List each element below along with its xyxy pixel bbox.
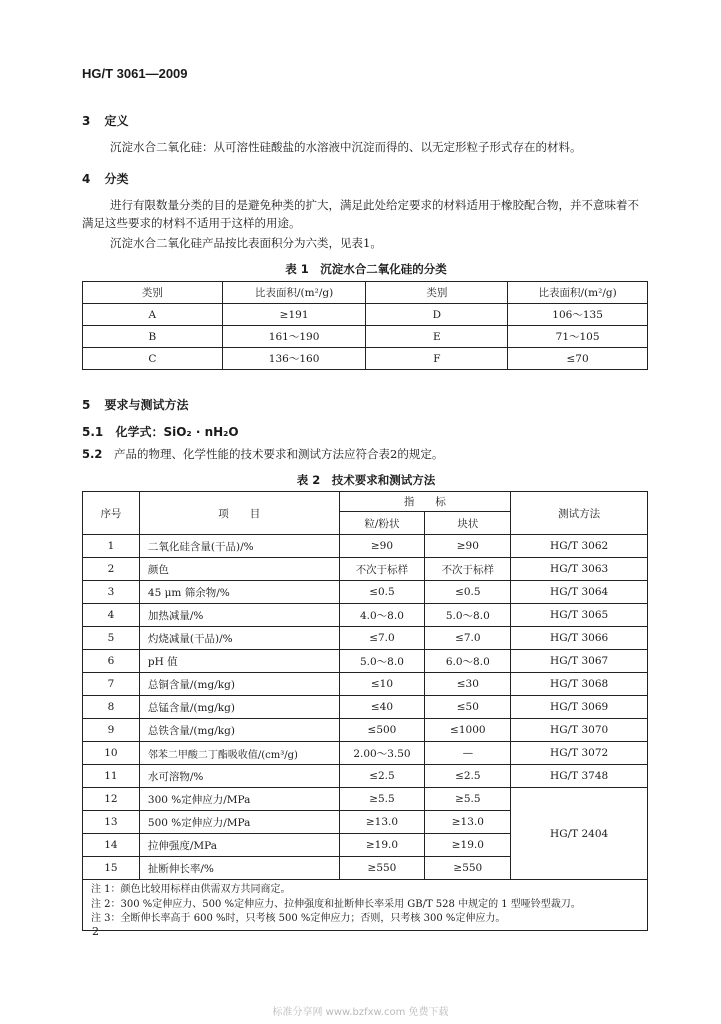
table-row bbox=[83, 558, 648, 581]
subsection-number: 5.2 bbox=[82, 447, 103, 461]
row-method: HG/T 3748 bbox=[511, 765, 648, 788]
row-block: — bbox=[425, 742, 511, 765]
row-item: 灼烧减量(干品)/% bbox=[139, 627, 339, 650]
row-granular: ≥90 bbox=[339, 535, 425, 558]
table-cell: D bbox=[366, 304, 508, 326]
section-number: 5 bbox=[82, 398, 91, 412]
section-5-heading bbox=[82, 396, 189, 413]
table-cell: 161～190 bbox=[222, 326, 366, 348]
row-method-merged: HG/T 2404 bbox=[511, 788, 648, 880]
table-row bbox=[83, 696, 648, 719]
row-block: ≤30 bbox=[425, 673, 511, 696]
table-row bbox=[83, 604, 648, 627]
row-item: 300 %定伸应力/MPa bbox=[139, 788, 339, 811]
header-cell-index: 指 标 bbox=[339, 492, 511, 512]
table-cell: A bbox=[83, 304, 223, 326]
row-method: HG/T 3065 bbox=[511, 604, 648, 627]
row-method: HG/T 3064 bbox=[511, 581, 648, 604]
classification-paragraph-1: 进行有限数量分类的目的是避免种类的扩大，满足此处给定要求的材料适用于橡胶配合物，并不意味着不满足这些要求的材料不适用于这样的用途。 bbox=[82, 198, 639, 230]
row-granular: ≤10 bbox=[339, 673, 425, 696]
table-row bbox=[83, 673, 648, 696]
note-2: 注 2：300 %定伸应力、500 %定伸应力、拉伸强度和扯断伸长率采用 GB/T 528 中规定的 1 型哑铃型裁刀。 bbox=[91, 898, 581, 910]
row-item: 500 %定伸应力/MPa bbox=[139, 811, 339, 834]
row-item: 总铁含量/(mg/kg) bbox=[139, 719, 339, 742]
table-header-row bbox=[83, 282, 648, 304]
row-granular: ≥550 bbox=[339, 857, 425, 880]
row-number: 1 bbox=[83, 535, 140, 558]
row-number: 11 bbox=[83, 765, 140, 788]
row-block: ≥550 bbox=[425, 857, 511, 880]
table-row bbox=[83, 788, 648, 811]
row-item: 二氧化硅含量(干品)/% bbox=[139, 535, 339, 558]
row-number: 9 bbox=[83, 719, 140, 742]
row-item: 颜色 bbox=[139, 558, 339, 581]
note-1: 注 1：颜色比较用标样由供需双方共同商定。 bbox=[91, 884, 291, 895]
subsection-5-2 bbox=[82, 446, 443, 462]
row-block: ≤2.5 bbox=[425, 765, 511, 788]
definition-text: 沉淀水合二氧化硅：从可溶性硅酸盐的水溶液中沉淀而得的、以无定形粒子形式存在的材料。 bbox=[110, 140, 582, 154]
row-item: 加热减量/% bbox=[139, 604, 339, 627]
row-method: HG/T 3068 bbox=[511, 673, 648, 696]
row-block: ≥19.0 bbox=[425, 834, 511, 857]
row-method: HG/T 3063 bbox=[511, 558, 648, 581]
section-title: 定义 bbox=[104, 114, 129, 128]
row-block: ≤1000 bbox=[425, 719, 511, 742]
subsection-number: 5.1 bbox=[82, 425, 104, 439]
section-number: 4 bbox=[82, 172, 91, 186]
row-block: ≤0.5 bbox=[425, 581, 511, 604]
row-number: 8 bbox=[83, 696, 140, 719]
table-row bbox=[83, 650, 648, 673]
classification-paragraph-2: 沉淀水合二氧化硅产品按比表面积分为六类，见表1。 bbox=[110, 236, 382, 250]
watermark: 标准分享网 www.bzfxw.com 免费下载 bbox=[272, 1007, 449, 1018]
row-granular: ≤2.5 bbox=[339, 765, 425, 788]
row-granular: ≥19.0 bbox=[339, 834, 425, 857]
header-cell-item: 项 目 bbox=[139, 492, 339, 535]
subsection-text: 产品的物理、化学性能的技术要求和测试方法应符合表2的规定。 bbox=[114, 447, 444, 461]
page-number: 2 bbox=[92, 925, 99, 938]
table-cell: ≤70 bbox=[508, 348, 648, 370]
row-block: ≥13.0 bbox=[425, 811, 511, 834]
table-notes bbox=[83, 880, 648, 931]
header-cell: 比表面积/(m²/g) bbox=[508, 282, 648, 304]
table-cell: ≥191 bbox=[222, 304, 366, 326]
table-row bbox=[83, 304, 648, 326]
section-title: 分类 bbox=[104, 172, 129, 186]
row-number: 12 bbox=[83, 788, 140, 811]
standard-number: HG/T 3061—2009 bbox=[82, 66, 188, 81]
row-item: 水可溶物/% bbox=[139, 765, 339, 788]
section-4-heading bbox=[82, 170, 129, 187]
row-granular: ≤7.0 bbox=[339, 627, 425, 650]
header-cell-granular: 粒/粉状 bbox=[339, 512, 425, 535]
table-row bbox=[83, 581, 648, 604]
row-block: 5.0～8.0 bbox=[425, 604, 511, 627]
table-cell: 71～105 bbox=[508, 326, 648, 348]
row-item: 拉伸强度/MPa bbox=[139, 834, 339, 857]
technical-requirements-table bbox=[82, 491, 648, 931]
row-block: ≤50 bbox=[425, 696, 511, 719]
row-item: 总铜含量/(mg/kg) bbox=[139, 673, 339, 696]
header-cell-no: 序号 bbox=[83, 492, 140, 535]
row-number: 5 bbox=[83, 627, 140, 650]
table-row bbox=[83, 326, 648, 348]
row-number: 15 bbox=[83, 857, 140, 880]
row-block: ≤7.0 bbox=[425, 627, 511, 650]
row-number: 2 bbox=[83, 558, 140, 581]
row-item: 总锰含量/(mg/kg) bbox=[139, 696, 339, 719]
table-notes-row bbox=[83, 880, 648, 931]
row-number: 4 bbox=[83, 604, 140, 627]
chemical-formula: 化学式：SiO₂ · nH₂O bbox=[115, 425, 239, 439]
row-method: HG/T 3066 bbox=[511, 627, 648, 650]
row-granular: ≤40 bbox=[339, 696, 425, 719]
table-cell: B bbox=[83, 326, 223, 348]
table-cell: F bbox=[366, 348, 508, 370]
table-2-caption: 表 2 技术要求和测试方法 bbox=[296, 473, 436, 487]
row-number: 10 bbox=[83, 742, 140, 765]
table-row bbox=[83, 627, 648, 650]
row-granular: ≤500 bbox=[339, 719, 425, 742]
row-granular: 2.00～3.50 bbox=[339, 742, 425, 765]
row-block: ≥90 bbox=[425, 535, 511, 558]
table-row bbox=[83, 535, 648, 558]
table-cell: E bbox=[366, 326, 508, 348]
row-granular: 5.0～8.0 bbox=[339, 650, 425, 673]
row-item: 扯断伸长率/% bbox=[139, 857, 339, 880]
row-method: HG/T 3067 bbox=[511, 650, 648, 673]
header-cell-method: 测试方法 bbox=[511, 492, 648, 535]
row-number: 6 bbox=[83, 650, 140, 673]
header-cell: 类别 bbox=[83, 282, 223, 304]
header-cell: 比表面积/(m²/g) bbox=[222, 282, 366, 304]
row-method: HG/T 3072 bbox=[511, 742, 648, 765]
row-method: HG/T 3062 bbox=[511, 535, 648, 558]
row-number: 14 bbox=[83, 834, 140, 857]
row-number: 3 bbox=[83, 581, 140, 604]
row-block: 6.0～8.0 bbox=[425, 650, 511, 673]
table-row bbox=[83, 348, 648, 370]
section-title: 要求与测试方法 bbox=[104, 398, 189, 412]
note-3: 注 3：全断伸长率高于 600 %时，只考核 500 %定伸应力；否则，只考核 300 %定伸应力。 bbox=[91, 913, 506, 924]
row-number: 7 bbox=[83, 673, 140, 696]
table-header-row bbox=[83, 492, 648, 512]
row-number: 13 bbox=[83, 811, 140, 834]
table-row bbox=[83, 765, 648, 788]
row-item: 45 μm 筛余物/% bbox=[139, 581, 339, 604]
section-3-heading bbox=[82, 112, 129, 129]
table-cell: C bbox=[83, 348, 223, 370]
table-1-caption: 表 1 沉淀水合二氧化硅的分类 bbox=[285, 262, 447, 276]
section-number: 3 bbox=[82, 114, 91, 128]
row-block: ≥5.5 bbox=[425, 788, 511, 811]
row-item: pH 值 bbox=[139, 650, 339, 673]
row-block: 不次于标样 bbox=[425, 558, 511, 581]
table-row bbox=[83, 719, 648, 742]
header-cell: 类别 bbox=[366, 282, 508, 304]
table-cell: 136～160 bbox=[222, 348, 366, 370]
row-item: 邻苯二甲酸二丁酯吸收值/(cm³/g) bbox=[139, 742, 339, 765]
row-granular: 不次于标样 bbox=[339, 558, 425, 581]
row-granular: ≥5.5 bbox=[339, 788, 425, 811]
row-granular: ≤0.5 bbox=[339, 581, 425, 604]
row-granular: 4.0～8.0 bbox=[339, 604, 425, 627]
table-cell: 106～135 bbox=[508, 304, 648, 326]
subsection-5-1 bbox=[82, 423, 239, 440]
row-method: HG/T 3069 bbox=[511, 696, 648, 719]
header-cell-block: 块状 bbox=[425, 512, 511, 535]
table-row bbox=[83, 742, 648, 765]
row-method: HG/T 3070 bbox=[511, 719, 648, 742]
row-granular: ≥13.0 bbox=[339, 811, 425, 834]
classification-table bbox=[82, 281, 648, 370]
